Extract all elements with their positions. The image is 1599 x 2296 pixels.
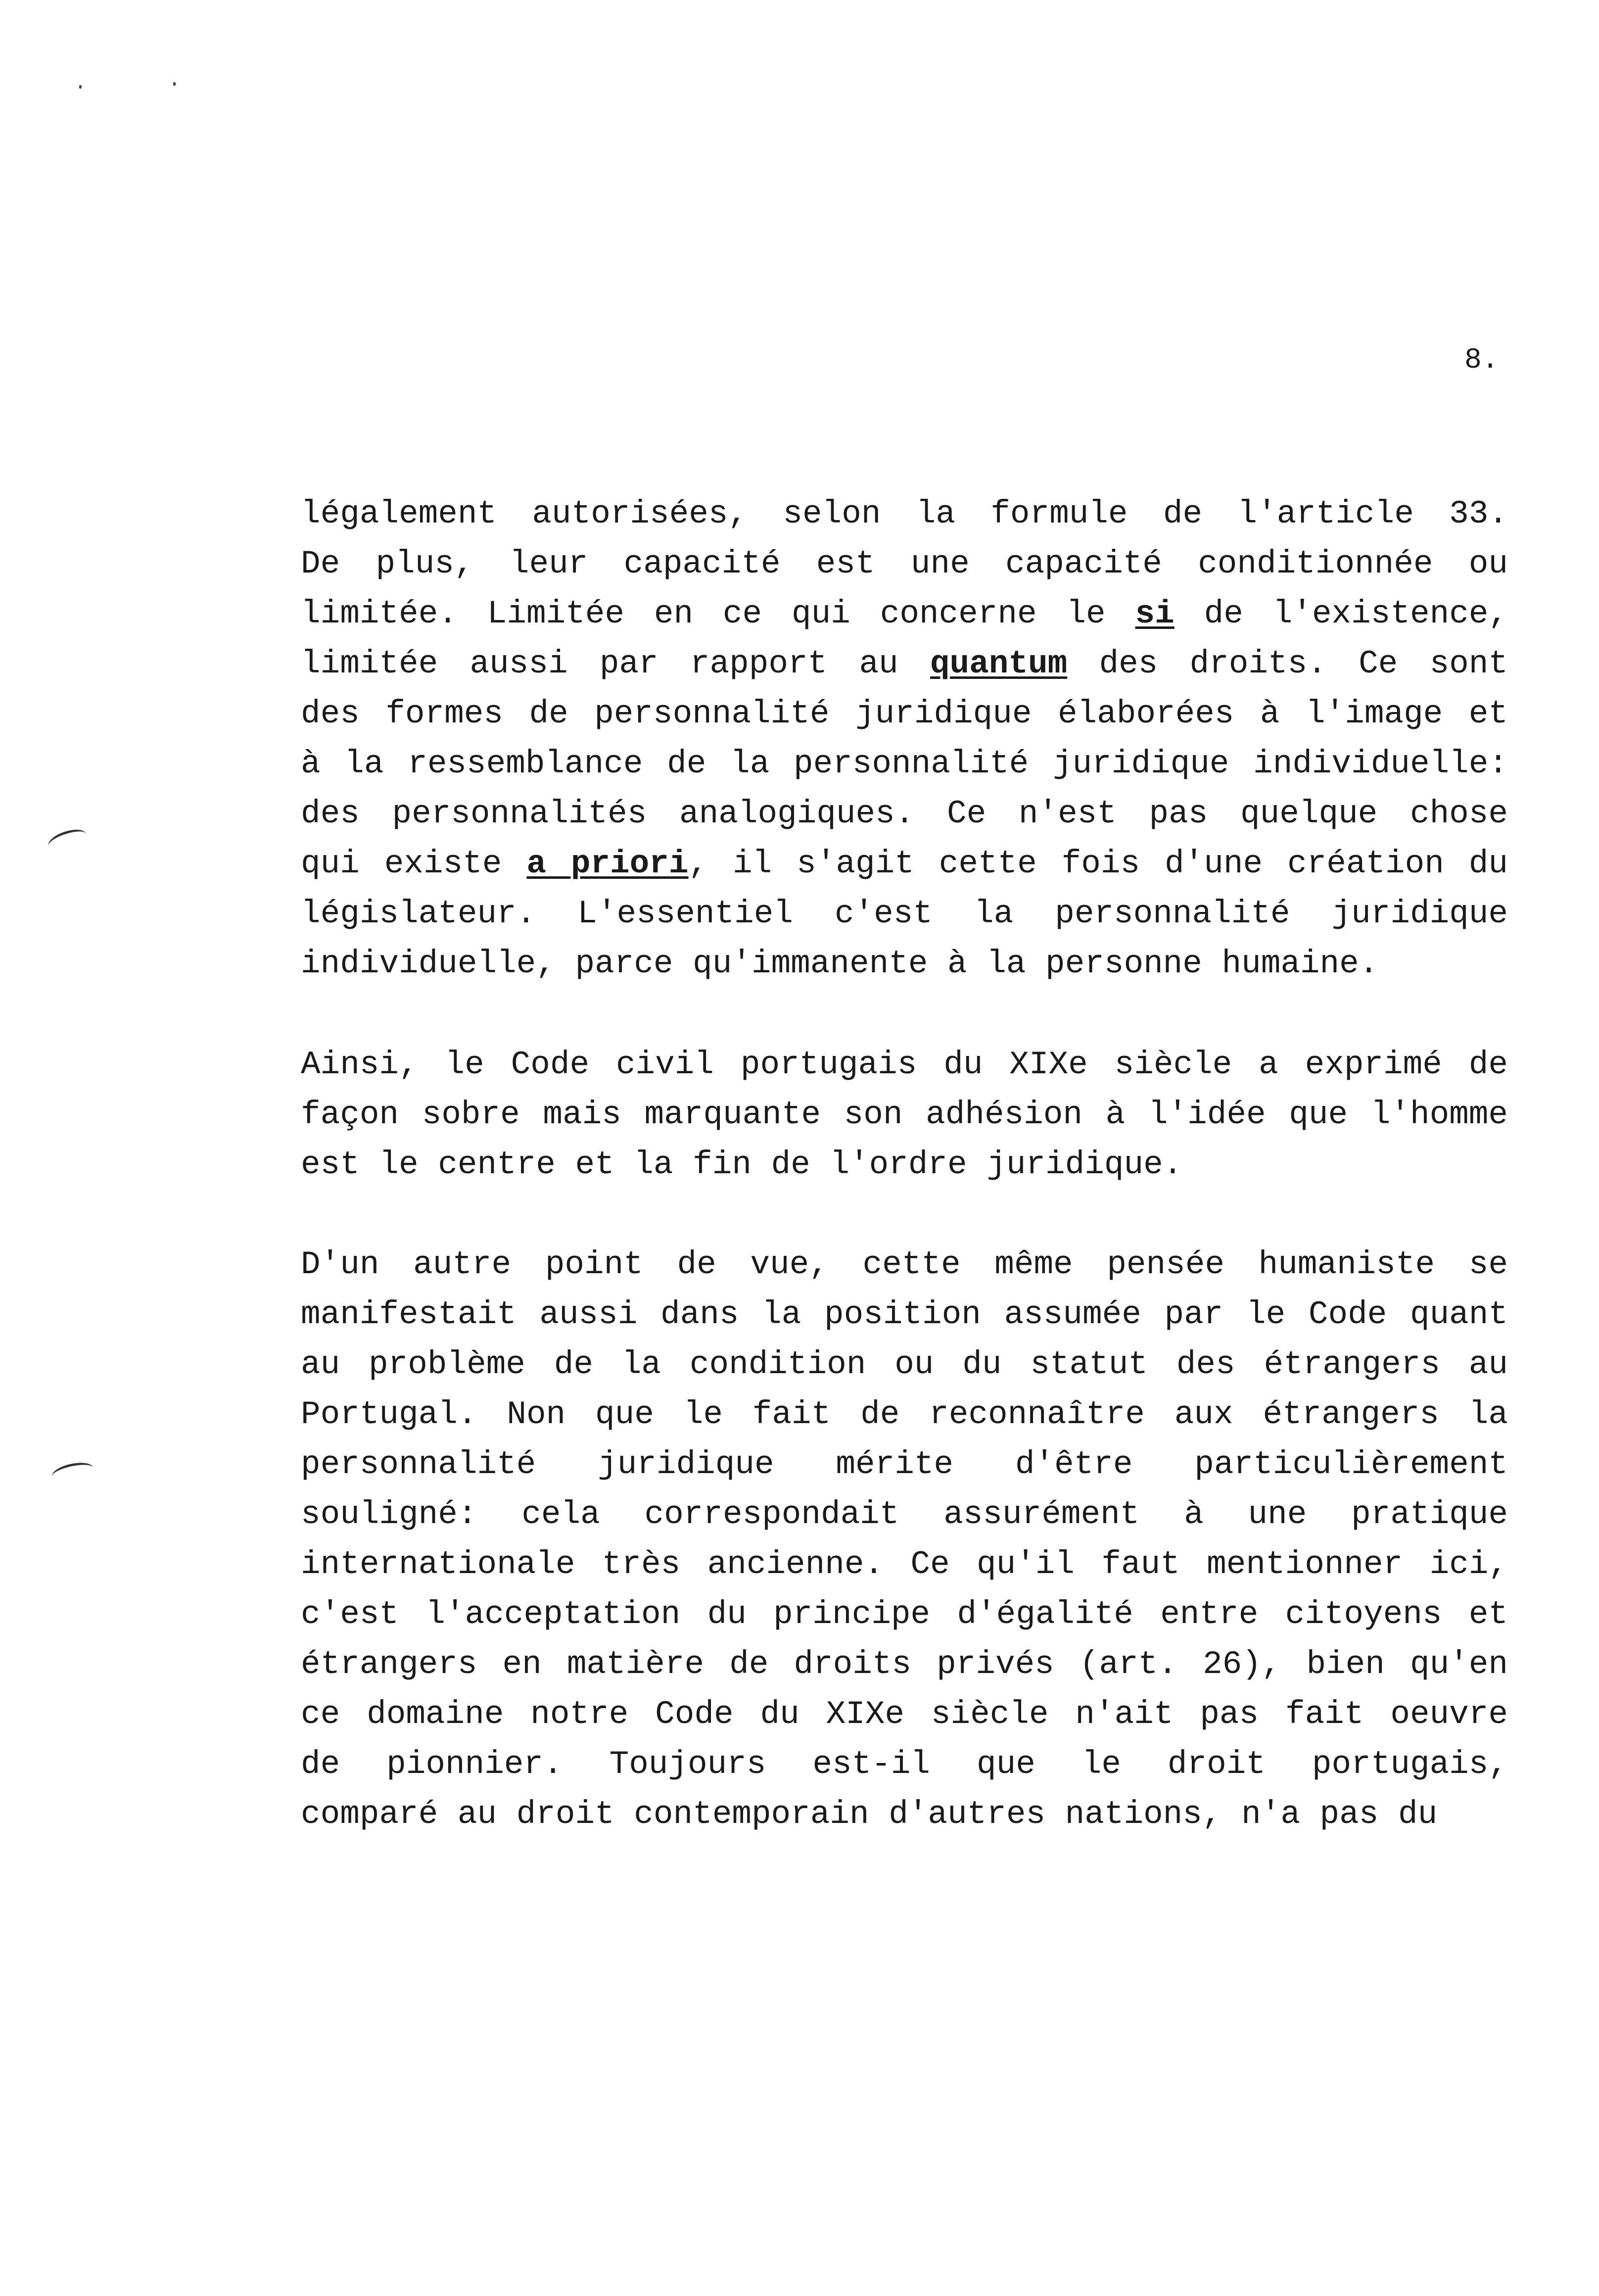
text-segment: ce domaine notre Code du XIXe siècle n'ait pas fait oeuvre — [301, 1696, 1508, 1733]
text-line — [301, 1689, 1508, 1739]
scan-speck — [173, 82, 176, 86]
text-segment: manifestait aussi dans la position assumée par le Code quant — [301, 1296, 1508, 1333]
text-segment: souligné: cela correspondait assurément à une pratique — [301, 1496, 1508, 1533]
text-segment: , il s'agit cette fois d'une création du — [688, 845, 1508, 882]
text-line — [301, 1639, 1508, 1689]
margin-mark — [50, 1459, 95, 1485]
text-segment: des personnalités analogiques. Ce n'est pas quelque chose — [301, 795, 1508, 832]
text-segment: étrangers en matière de droits privés (art. 26), bien qu'en — [301, 1646, 1508, 1683]
text-segment: législateur. L'essentiel c'est la personnalité juridique — [301, 895, 1508, 932]
scan-speck — [79, 85, 82, 89]
text-line — [301, 839, 1508, 889]
text-segment: internationale très ancienne. Ce qu'il faut mentionner ici, — [301, 1546, 1508, 1583]
page-number: 8. — [1464, 344, 1499, 377]
text-segment: c'est l'acceptation du principe d'égalité entre citoyens et — [301, 1596, 1508, 1633]
text-segment: des droits. Ce sont — [1067, 645, 1508, 682]
text-line — [301, 939, 1508, 989]
text-line — [301, 1240, 1508, 1290]
text-line — [301, 1339, 1508, 1389]
text-line — [301, 739, 1508, 789]
text-segment: au problème de la condition ou du statut des étrangers au — [301, 1346, 1508, 1383]
text-segment: de l'existence, — [1174, 595, 1508, 632]
text-line — [301, 1739, 1508, 1789]
text-line — [301, 1439, 1508, 1489]
paragraph-3 — [301, 1240, 1508, 1839]
margin-mark — [46, 825, 89, 854]
text-segment: qui existe — [301, 845, 527, 882]
text-segment: individuelle, parce qu'immanente à la personne humaine. — [301, 945, 1379, 982]
text-segment: des formes de personnalité juridique élaborées à l'image et — [301, 695, 1508, 732]
paragraph-1 — [301, 489, 1508, 989]
text-line — [301, 1589, 1508, 1639]
text-line — [301, 789, 1508, 839]
emphasized-term: a priori — [526, 845, 689, 882]
text-line — [301, 1090, 1508, 1140]
text-segment: légalement autorisées, selon la formule de l'article 33. — [301, 495, 1508, 532]
text-segment: comparé au droit contemporain d'autres nations, n'a pas du — [301, 1796, 1438, 1833]
text-line — [301, 539, 1508, 589]
text-segment: est le centre et la fin de l'ordre juridique. — [301, 1146, 1183, 1183]
text-line — [301, 1789, 1508, 1839]
text-segment: Ainsi, le Code civil portugais du XIXe siècle a exprimé de — [301, 1046, 1508, 1083]
text-segment: façon sobre mais marquante son adhésion à l'idée que l'homme — [301, 1096, 1508, 1133]
text-segment: D'un autre point de vue, cette même pensée humaniste se — [301, 1246, 1508, 1283]
text-line — [301, 1140, 1508, 1190]
text-segment: limitée. Limitée en ce qui concerne le — [301, 595, 1135, 632]
text-line — [301, 1489, 1508, 1539]
emphasized-term: quantum — [930, 645, 1068, 682]
text-line — [301, 1539, 1508, 1589]
text-line — [301, 589, 1508, 639]
text-line — [301, 1389, 1508, 1439]
text-line — [301, 489, 1508, 539]
text-line — [301, 889, 1508, 939]
text-segment: De plus, leur capacité est une capacité conditionnée ou — [301, 545, 1508, 582]
text-segment: personnalité juridique mérite d'être particulièrement — [301, 1446, 1508, 1483]
text-segment: limitée aussi par rapport au — [301, 645, 930, 682]
text-segment: à la ressemblance de la personnalité juridique individuelle: — [301, 745, 1508, 782]
text-line — [301, 1290, 1508, 1339]
text-line — [301, 639, 1508, 689]
text-line — [301, 689, 1508, 739]
text-segment: Portugal. Non que le fait de reconnaître aux étrangers la — [301, 1396, 1508, 1433]
text-segment: de pionnier. Toujours est-il que le droit portugais, — [301, 1746, 1508, 1783]
text-line — [301, 1040, 1508, 1090]
emphasized-term: si — [1135, 595, 1175, 632]
paragraph-2 — [301, 1040, 1508, 1190]
